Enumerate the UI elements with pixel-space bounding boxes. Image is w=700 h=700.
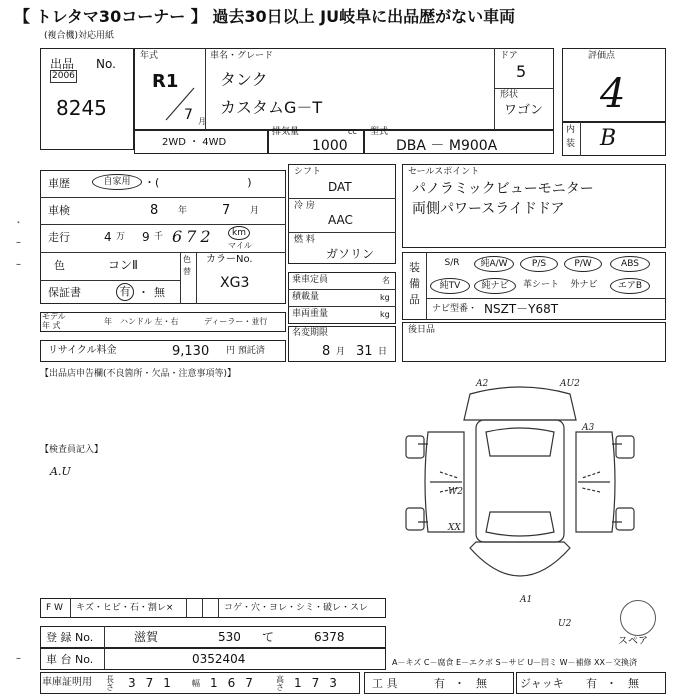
color-code: XG3 — [220, 275, 250, 291]
inspection-month-unit: 月 — [250, 206, 260, 216]
lot-stamp: 2006 — [52, 71, 75, 81]
diagram-mark-au2: AU2 — [560, 379, 580, 389]
equipment-label-2: 備 — [409, 277, 420, 290]
displacement-unit: cc — [348, 127, 357, 136]
doors-label: ドア — [500, 51, 518, 61]
equip-abs: ABS — [610, 256, 650, 272]
sales-point-line1: パノラミックビューモニター — [412, 181, 594, 197]
color-code-label: カラーNo. — [206, 254, 253, 265]
load-unit: kg — [380, 293, 390, 302]
equip-airbag: エアB — [610, 278, 650, 294]
spare-tire-circle — [620, 600, 656, 636]
displacement-label: 排気量 — [272, 127, 300, 137]
tools-label: 工 具 — [372, 677, 398, 690]
history-label: 車歴 — [48, 177, 70, 190]
fw-label: F W — [46, 603, 63, 613]
lot-no-label: No. — [96, 57, 116, 71]
model-row-year: 年 — [104, 317, 112, 326]
equip-ps: P/S — [520, 256, 558, 272]
shift-value: DAT — [328, 180, 352, 194]
after-parts-box — [402, 322, 666, 362]
diagram-mark-xx: XX — [448, 523, 461, 533]
color-change-label-1: 色 — [183, 255, 191, 264]
margin-mark: – — [16, 653, 21, 664]
registration-label: 登 録 No. — [46, 631, 94, 644]
inspection-label: 車検 — [48, 204, 70, 217]
margin-mark: – — [16, 237, 21, 248]
equip-tv: 純TV — [430, 278, 470, 294]
fw-text-2: コゲ・穴・ヨレ・シミ・破レ・スレ — [224, 603, 369, 613]
mileage-unit-km: km — [228, 226, 250, 240]
aircon-label: 冷 房 — [294, 201, 315, 211]
body-type-label: 形状 — [500, 90, 519, 100]
mileage-label: 走行 — [48, 231, 70, 244]
warranty-dot: ・ — [138, 286, 149, 299]
interior-label-1: 内 — [566, 125, 576, 135]
navi-model-label: ナビ型番・ — [432, 304, 478, 314]
equip-pw: P/W — [564, 256, 602, 272]
chassis-value: 0352404 — [192, 652, 246, 666]
registration-kana: て — [262, 630, 275, 644]
damage-legend: A－キズ C－腐食 E－エクボ S－サビ U－凹ミ W－補修 XX－交換済 — [392, 658, 638, 667]
model-row-dealer: ディーラー・並行 — [204, 317, 268, 326]
cert-label: 車庫証明用 — [42, 677, 92, 688]
year-month: 7 — [184, 107, 193, 123]
registration-number: 6378 — [314, 630, 345, 644]
mileage-man-unit: 万 — [116, 232, 126, 242]
mileage-handwritten: 672 — [172, 227, 215, 246]
model-code-label: 型式 — [370, 127, 389, 137]
fw-text: キズ・ヒビ・石・割レ× — [76, 603, 174, 613]
cert-height-label: 高さ — [276, 675, 284, 692]
sales-point-line2: 両側パワースライドドア — [412, 201, 565, 217]
model-row-label-2: 年 式 — [42, 321, 61, 330]
diagram-mark-a2: A2 — [476, 379, 489, 389]
weight-unit: kg — [380, 310, 390, 319]
seller-notes-label: 【出品店申告欄(不良箇所・欠品・注意事項等)】 — [40, 369, 237, 379]
equip-leather: 革シート — [522, 280, 559, 290]
car-grade: カスタムG－T — [220, 98, 323, 117]
inspection-year-unit: 年 — [178, 206, 188, 216]
lot-number: 8245 — [56, 96, 107, 120]
spare-label: スペア — [618, 636, 648, 647]
capacity-label: 乗車定員 — [292, 275, 329, 285]
diagram-mark-a1: A1 — [520, 595, 533, 605]
inspector-label: 【検査員記入】 — [40, 445, 104, 455]
diagram-mark-u2: U2 — [558, 619, 572, 629]
body-type-value: ワゴン — [504, 103, 544, 118]
capacity-unit: 名 — [382, 276, 390, 285]
cert-height: 173 — [294, 676, 347, 690]
mileage-man: 4 — [104, 230, 112, 244]
margin-mark: – — [16, 259, 21, 270]
tools-dot: ・ — [454, 677, 465, 690]
diagram-mark-a3: A3 — [582, 423, 595, 433]
history-value: 自家用 — [92, 174, 142, 190]
margin-mark: ˛ — [16, 213, 21, 224]
color-change-label-2: 替 — [183, 267, 191, 276]
transfer-month: 8 — [322, 344, 331, 359]
warranty-yes: 有 — [116, 283, 134, 301]
displacement-value: 1000 — [312, 138, 348, 154]
drive-value: 2WD ・ 4WD — [162, 137, 227, 148]
equip-ext-navi: 外ナビ — [570, 280, 598, 290]
cert-width: 167 — [210, 676, 263, 690]
recycle-label: リサイクル料金 — [48, 345, 117, 356]
equip-sr: S/R — [444, 258, 460, 268]
transfer-day: 31 — [356, 344, 373, 359]
fuel-label: 燃 料 — [294, 235, 315, 245]
fuel-value: ガソリン — [326, 247, 375, 261]
model-code-value: DBA － M900A — [396, 138, 498, 154]
navi-model: NSZT－Y68T — [484, 302, 559, 316]
color-value: コンⅡ — [108, 258, 138, 272]
year-label: 年式 — [140, 51, 159, 61]
transfer-label: 名変期限 — [292, 328, 329, 338]
equip-alloy-wheel: 純A/W — [474, 256, 514, 272]
registration-region: 滋賀 — [134, 630, 159, 644]
recycle-value: 9,130 — [172, 344, 210, 359]
cert-width-label: 幅 — [192, 679, 200, 688]
history-rest: ・( ) — [144, 176, 252, 189]
equipment-label-1: 装 — [409, 261, 420, 274]
mileage-unit-mile: マイル — [228, 241, 252, 250]
lot-label: 出品 — [50, 57, 75, 71]
aircon-value: AAC — [328, 213, 353, 227]
registration-class: 530 — [218, 630, 241, 644]
equipment-label-3: 品 — [409, 293, 420, 306]
form-note: (複合機)対応用紙 — [44, 31, 115, 41]
year-month-unit: 月 — [198, 117, 206, 126]
equip-navi: 純ナビ — [474, 278, 516, 294]
page-title: 【 トレタマ30コーナー 】 過去30日以上 JU岐阜に出品歴がない車両 — [14, 7, 516, 26]
recycle-unit: 円 預託済 — [226, 346, 265, 356]
weight-label: 車両重量 — [292, 309, 329, 319]
after-parts-label: 後日品 — [408, 325, 436, 335]
interior-value: B — [600, 126, 617, 151]
car-name-label: 車名・グレード — [210, 51, 274, 61]
year-era: R1 — [152, 71, 179, 92]
model-row-handle: ハンドル 左・右 — [120, 317, 179, 326]
car-damage-diagram — [400, 372, 640, 629]
transfer-month-unit: 月 — [336, 347, 346, 357]
sales-point-label: セールスポイント — [408, 167, 480, 177]
cert-length: 371 — [128, 676, 181, 690]
diagram-mark-w2: W2 — [448, 487, 463, 497]
transfer-day-unit: 日 — [378, 347, 388, 357]
color-label: 色 — [54, 259, 65, 272]
inspector-note: A.U — [50, 465, 71, 478]
mileage-sen-unit: 千 — [154, 232, 164, 242]
shift-label: シフト — [294, 167, 322, 177]
interior-label-2: 装 — [566, 139, 576, 149]
inspection-year: 8 — [150, 203, 159, 218]
warranty-label: 保証書 — [48, 286, 81, 299]
year-slash — [160, 84, 200, 124]
load-label: 積載量 — [292, 292, 320, 302]
jack-no: 無 — [628, 677, 639, 690]
chassis-label: 車 台 No. — [46, 653, 94, 666]
jack-label: ジャッキ — [520, 677, 564, 690]
jack-dot: ・ — [606, 677, 617, 690]
score-value: 4 — [600, 71, 626, 117]
score-label: 評価点 — [588, 51, 616, 61]
mileage-sen: 9 — [142, 230, 150, 244]
inspection-month: 7 — [222, 203, 231, 218]
cert-length-label: 長さ — [106, 675, 114, 692]
tools-no: 無 — [476, 677, 487, 690]
doors-value: 5 — [516, 62, 527, 81]
warranty-no: 無 — [154, 286, 165, 299]
tools-yes: 有 — [434, 677, 445, 690]
jack-yes: 有 — [586, 677, 597, 690]
model-row-label-1: モデル — [42, 312, 66, 321]
car-name: タンク — [220, 70, 268, 89]
